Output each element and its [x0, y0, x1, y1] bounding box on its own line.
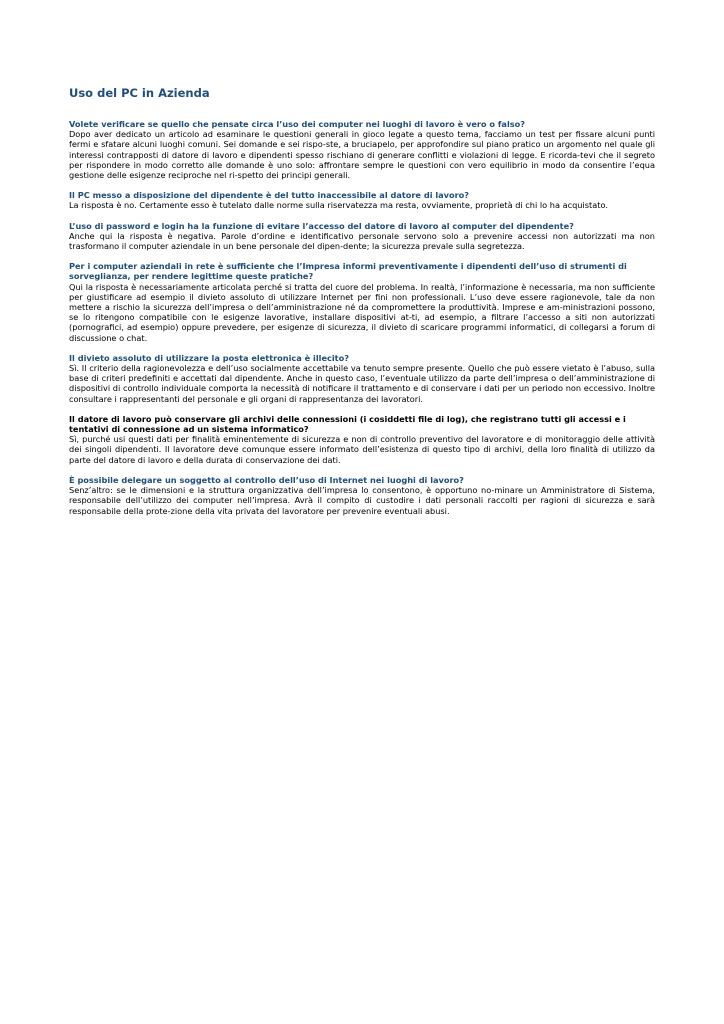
- answer-paragraph: La risposta è no. Certamente esso è tutelato dalle norme sulla riservatezza ma resta, ovviamente, proprietà di chi lo ha acquistato.: [69, 200, 608, 211]
- qa-section-5: [69, 353, 655, 404]
- answer-paragraph: Sì. Il criterio della ragionevolezza e dell’uso socialmente accettabile va tenuto sempre presente. Quello che può essere vietato è l’abuso, sulla base di criteri predefiniti e accettati dal dipendente. Anche in questo caso, l’eventuale utilizzo da parte dell’impresa o dell’amministrazione di dispositivi di controllo individuale comporta la necessità di notificare il trattamento e di conservare i dati per un periodo non eccessivo. Inoltre consultare i rappresentanti del personale e gli organi di rappresentanza dei lavoratori.: [69, 363, 655, 404]
- answer-paragraph: Qui la risposta è necessariamente articolata perché si tratta del cuore del problema. In realtà, l’informazione è necessaria, ma non sufficiente per giustificare ad esempio il divieto assoluto di utilizzare Internet per fini non professionali. L’uso deve essere ragionevole, tale da non mettere a rischio la sicurezza dell’impresa o dell’amministrazione né da compromettere la produttività. Imprese e am-ministrazioni possono, se lo ritengono compatibile con le esigenze lavorative, installare dispositivi at-ti, ad esempio, a filtrare l’accesso a siti non autorizzati (pornografici, ad esempio) oppure prevedere, per esigenze di sicurezza, il divieto di scaricare programmi informatici, di collegarsi a forum di discussione o chat.: [69, 281, 655, 343]
- question-heading: Per i computer aziendali in rete è sufficiente che l’Impresa informi preventivamente i dipendenti dell’uso di strumenti di sorveglianza, per rendere legittime queste pratiche?: [69, 261, 627, 282]
- answer-paragraph: Anche qui la risposta è negativa. Parole d’ordine e identificativo personale servono solo a prevenire accessi non autorizzati ma non trasformano il computer aziendale in un bene personale del dipen-dente; la sicurezza prevale sulla segretezza.: [69, 230, 655, 252]
- qa-section-6: [69, 414, 655, 465]
- qa-section-4: [69, 261, 655, 343]
- question-heading: Il PC messo a disposizione del dipendente è del tutto inaccessibile al datore di lavoro?: [69, 190, 470, 201]
- document-page: [69, 86, 655, 526]
- answer-paragraph: Dopo aver dedicato un articolo ad esaminare le questioni generali in gioco legate a questo tema, facciamo un test per fissare alcuni punti fermi e sfatare alcuni luoghi comuni. Sei domande e sei rispo-ste, a bruciapelo, per approfondire sul piano pratico un argomento nel quale gli interessi contrapposti di datore di lavoro e dipendenti spesso rischiano di generare conflitti e violazioni di legge. E ricorda-tevi che il segreto per rispondere in modo corretto alle domande è uno solo: affrontare sempre le questioni con vero equilibrio in modo da consentire l’equa gestione delle esigenze reciproche nel ri-spetto dei principi generali.: [69, 129, 655, 181]
- qa-section-7: [69, 475, 655, 516]
- question-heading: Il divieto assoluto di utilizzare la posta elettronica è illecito?: [69, 352, 349, 363]
- answer-paragraph: Sì, purché usi questi dati per finalità eminentemente di sicurezza e non di controllo preventivo del lavoratore e di monitoraggio delle attività dei singoli dipendenti. Il lavoratore deve comunque essere informato dell’esistenza di questo tipo di archivi, della loro finalità di utilizzo da parte del datore di lavoro e della durata di conservazione dei dati.: [69, 434, 655, 465]
- question-heading: L’uso di password e login ha la funzione di evitare l’accesso del datore di lavoro al computer del dipendente?: [69, 220, 574, 231]
- question-heading: Il datore di lavoro può conservare gli archivi delle connessioni (i cosiddetti file di log), che registrano tutti gli accessi e i tentativi di connessione ad un sistema informatico?: [69, 413, 626, 435]
- qa-section-3: [69, 221, 655, 252]
- document-title: Uso del PC in Azienda: [69, 86, 210, 100]
- answer-paragraph: Senz’altro: se le dimensioni e la struttura organizzativa dell’impresa lo consentono, è opportuno no-minare un Amministratore di Sistema, responsabile dell’utilizzo dei computer nell’impresa. Avrà il compito di custodire i dati personali raccolti per ragioni di sicurezza e sarà responsabile della prote-zione della vita privata del lavoratore per prevenire eventuali abusi.: [69, 485, 655, 516]
- qa-section-1: [69, 119, 655, 180]
- qa-section-2: [69, 190, 655, 210]
- question-heading: Volete verificare se quello che pensate circa l’uso dei computer nei luoghi di lavoro è vero o falso?: [69, 119, 526, 129]
- question-heading: È possibile delegare un soggetto al controllo dell’uso di Internet nei luoghi di lavoro?: [69, 474, 464, 485]
